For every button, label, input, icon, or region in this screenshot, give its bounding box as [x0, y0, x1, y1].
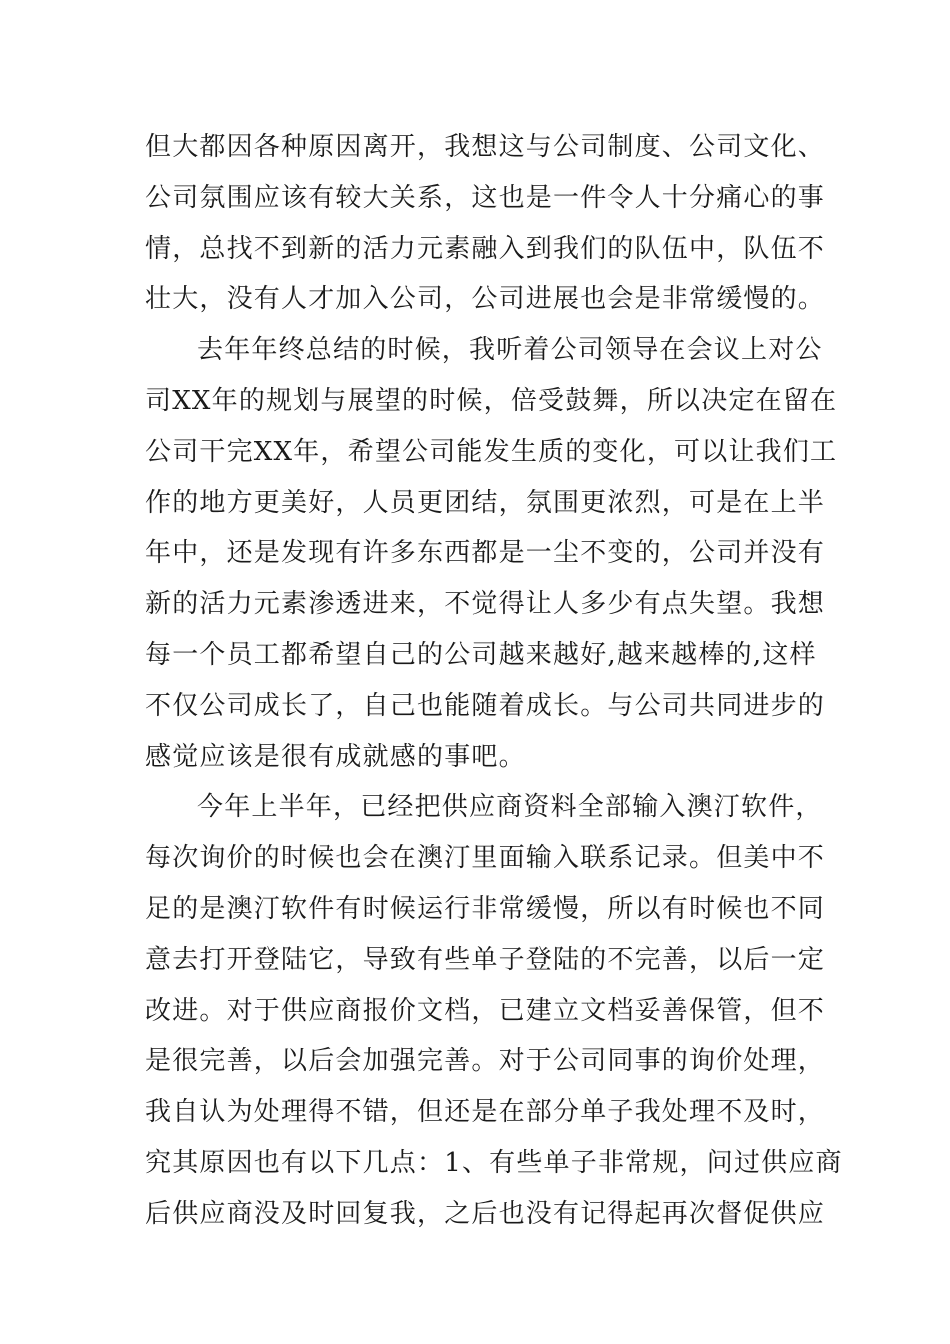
text-line: 不仅公司成长了，自己也能随着成长。与公司共同进步的	[145, 690, 826, 721]
text-line: 改进。对于供应商报价文档，已建立文档妥善保管，但不	[145, 995, 826, 1026]
text-line: 新的活力元素渗透进来，不觉得让人多少有点失望。我想	[145, 589, 826, 620]
text-line: 意去打开登陆它，导致有些单子登陆的不完善，以后一定	[145, 944, 826, 975]
paragraph-first-line: 去年年终总结的时候，我听着公司领导在会议上对公	[197, 335, 823, 366]
text-line: 我自认为处理得不错，但还是在部分单子我处理不及时，	[145, 1097, 826, 1128]
text-line: 壮大，没有人才加入公司，公司进展也会是非常缓慢的。	[145, 284, 826, 315]
text-line: 年中，还是发现有许多东西都是一尘不变的，公司并没有	[145, 538, 826, 569]
paragraph-first-line: 今年上半年，已经把供应商资料全部输入澳汀软件，	[197, 792, 823, 823]
body-text	[145, 122, 843, 1240]
text-line: 司XX年的规划与展望的时候，倍受鼓舞，所以决定在留在	[145, 385, 838, 416]
text-line: 后供应商没及时回复我，之后也没有记得起再次督促供应	[145, 1198, 826, 1229]
text-line: 公司干完XX年，希望公司能发生质的变化，可以让我们工	[145, 436, 838, 467]
text-line: 足的是澳汀软件有时候运行非常缓慢，所以有时候也不同	[145, 893, 826, 924]
text-line: 但大都因各种原因离开，我想这与公司制度、公司文化、	[145, 132, 826, 162]
text-line: 每次询价的时候也会在澳汀里面输入联系记录。但美中不	[145, 843, 826, 874]
text-line: 情，总找不到新的活力元素融入到我们的队伍中，队伍不	[145, 233, 826, 264]
text-line: 每一个员工都希望自己的公司越来越好,越来越棒的,这样	[145, 639, 817, 670]
text-line: 作的地方更美好，人员更团结，氛围更浓烈，可是在上半	[145, 487, 826, 518]
text-line: 究其原因也有以下几点：1、有些单子非常规，问过供应商	[145, 1147, 843, 1178]
text-line: 是很完善，以后会加强完善。对于公司同事的询价处理，	[145, 1046, 826, 1077]
text-line: 感觉应该是很有成就感的事吧。	[145, 741, 526, 772]
text-line: 公司氛围应该有较大关系，这也是一件令人十分痛心的事	[145, 182, 826, 213]
